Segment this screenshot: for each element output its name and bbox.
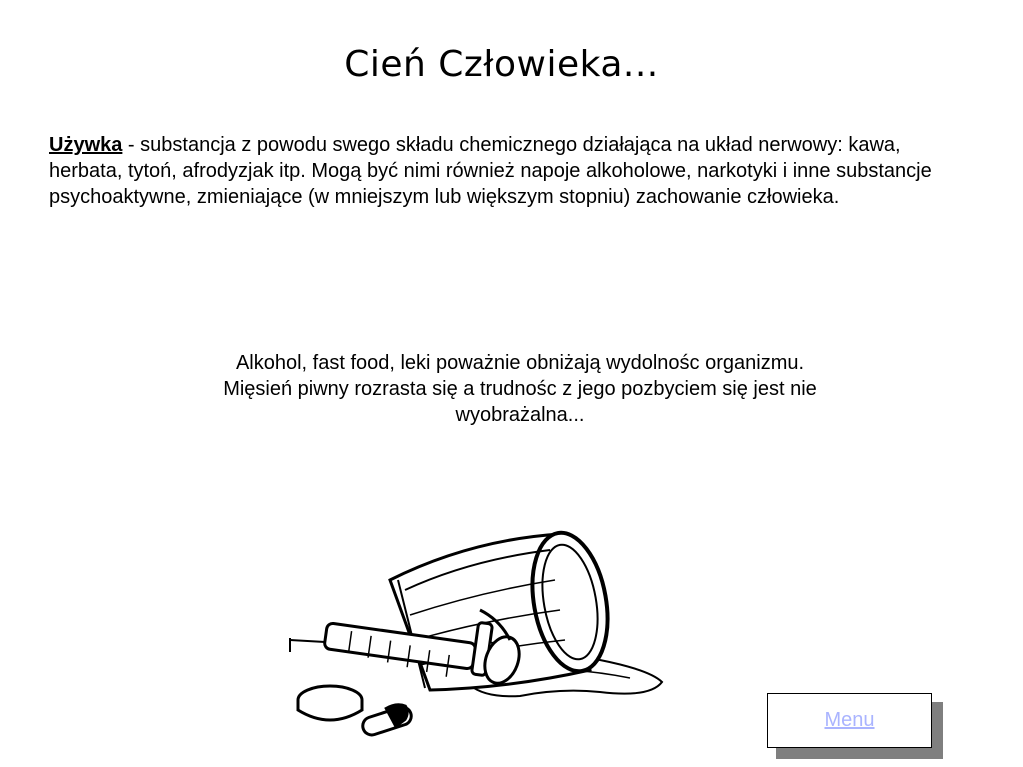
definition-term: Używka — [49, 134, 123, 156]
tablet-pill — [298, 686, 362, 720]
body-paragraph — [160, 350, 880, 428]
overturned-glass-syringe-pills-icon — [270, 520, 690, 750]
page-title: Cień Człowieka... — [344, 44, 659, 85]
body-line-1: Alkohol, fast food, leki poważnie obniżają wydolnośc organizmu. — [235, 352, 805, 374]
capsule-pill — [360, 701, 413, 738]
definition-text: - substancja z powodu swego składu chemicznego działająca na układ nerwowy: kawa, herbata, tytoń, afrodyzjak itp. Mogą być nimi również napoje alkoholowe, narkotyki i inne substancje psychoaktywne, zmieniające (w mniejszym lub większym stopniu) zachowanie człowieka. — [49, 134, 932, 208]
menu-button[interactable] — [767, 693, 932, 748]
body-line-2: Mięsień piwny rozrasta się a trudnośc z jego pozbyciem się jest nie wyobrażalna... — [223, 378, 817, 426]
definition-paragraph — [49, 132, 949, 210]
menu-button-label[interactable]: Menu — [824, 709, 875, 731]
